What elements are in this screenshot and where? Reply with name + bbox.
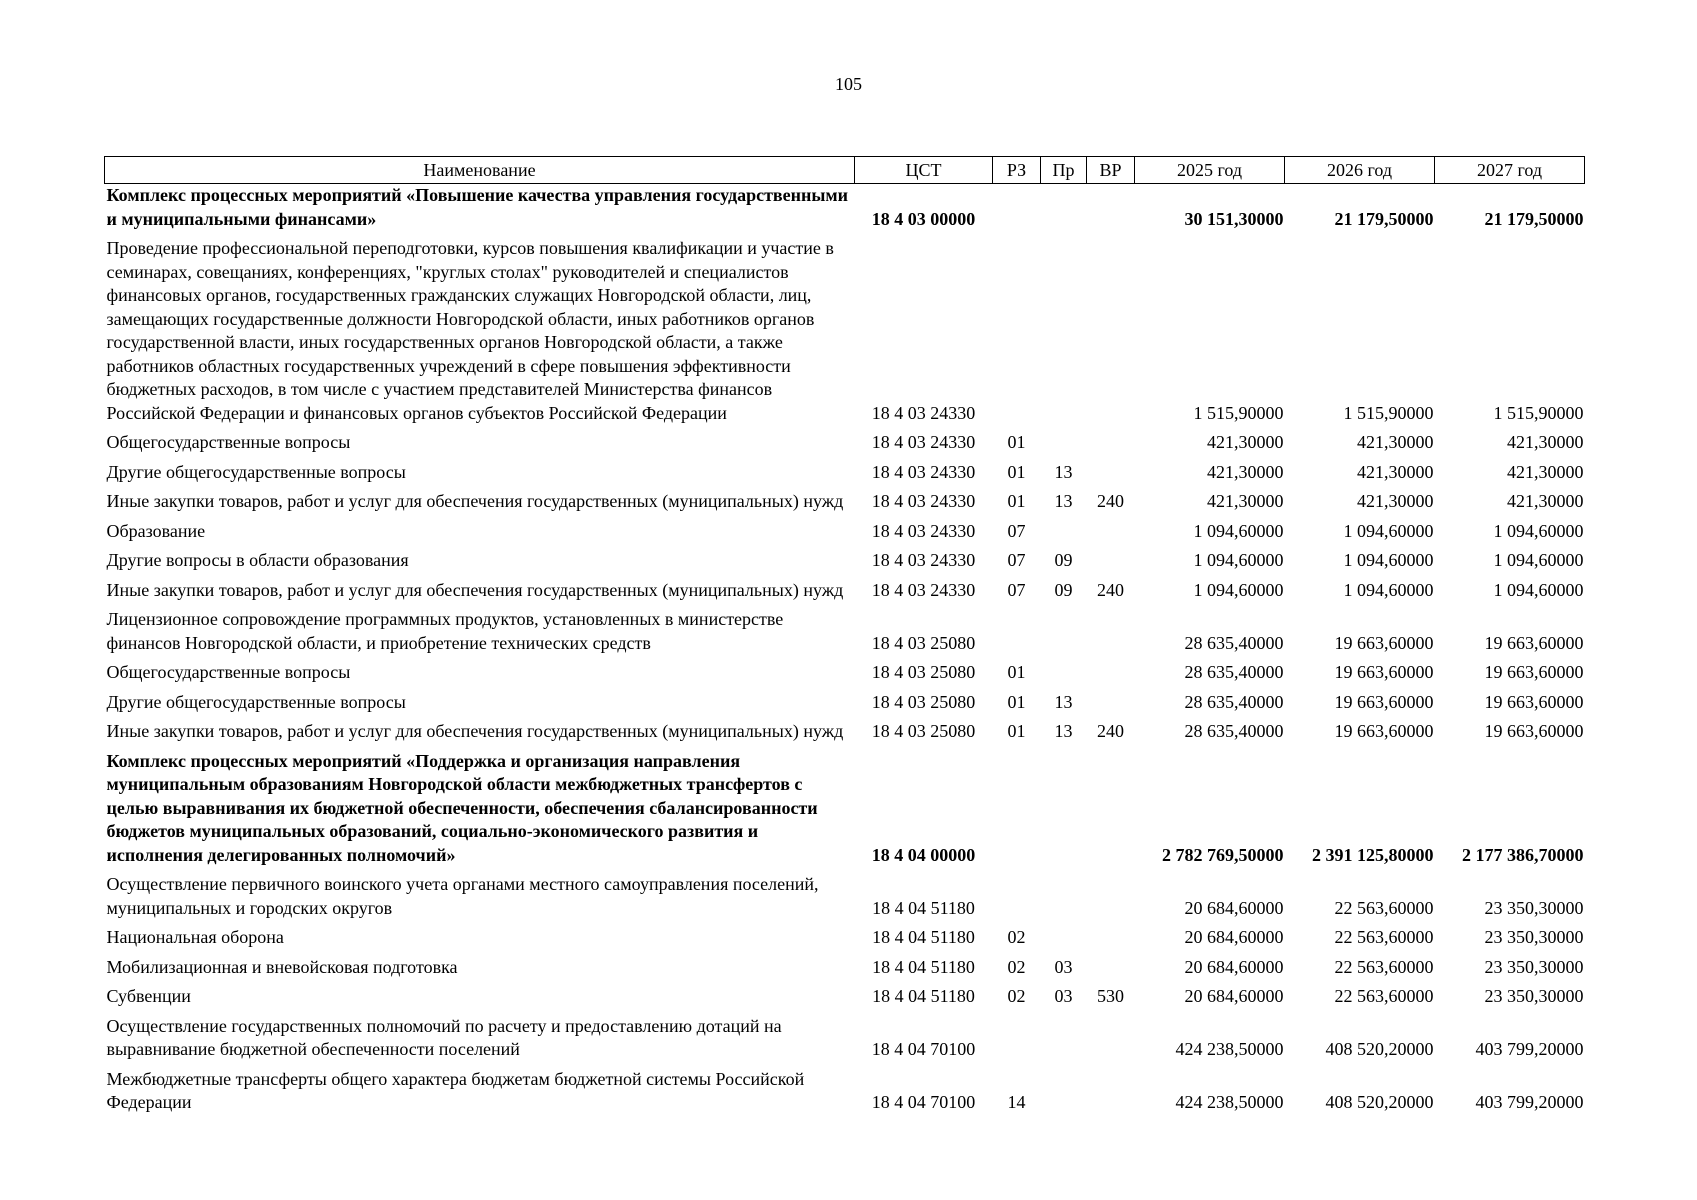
header-rz: РЗ [993, 157, 1041, 184]
cell-rz: 01 [1007, 432, 1026, 452]
cell-vr: 240 [1097, 721, 1124, 741]
cell-2027: 21 179,50000 [1484, 208, 1584, 229]
cell-2025: 421,30000 [1207, 491, 1284, 511]
cell-2026: 19 663,60000 [1334, 632, 1434, 653]
cell-name: Проведение профессиональной переподготовки, курсов повышения квалификации и участие в семинарах, совещаниях, конференциях, "круглых столах" руководителей и специалистов финансовых органов, государственных гражданских служащих Новгородской области, лиц, замещающих государственные должности Новгородской области, иных работников органов государственной власти, иных государственных органов Новгородской области, а также работников областных государственных учреждений в сфере повышения эффективности бюджетных расходов, в том числе с участием представителей Министерства финансов Российской Федерации и финансовых органов субъектов Российской Федерации [106, 238, 834, 423]
cell-cst: 18 4 04 51180 [872, 927, 975, 947]
cell-rz: 01 [1007, 461, 1026, 482]
cell-rz [993, 750, 1041, 874]
cell-cst: 18 4 03 24330 [871, 461, 976, 482]
cell-pr [1041, 750, 1087, 874]
cell-2025: 421,30000 [1207, 432, 1284, 452]
cell-cst: 18 4 04 51180 [872, 897, 975, 918]
cell-name: Национальная оборона [106, 927, 284, 947]
cell-name: Образование [106, 520, 206, 541]
cell-2025: 421,30000 [1207, 461, 1284, 482]
cell-2027: 23 350,30000 [1484, 897, 1584, 918]
cell-2025: 20 684,60000 [1184, 927, 1284, 947]
cell-pr [1041, 926, 1087, 956]
cell-pr [1041, 1068, 1087, 1121]
cell-pr [1041, 1015, 1087, 1068]
cell-vr: 530 [1097, 986, 1124, 1006]
cell-2027: 2 177 386,70000 [1462, 844, 1584, 865]
budget-table [104, 156, 1585, 1121]
cell-2027: 23 350,30000 [1484, 986, 1584, 1006]
cell-2026: 21 179,50000 [1334, 208, 1434, 229]
cell-vr [1087, 750, 1135, 874]
cell-2026: 1 094,60000 [1343, 520, 1434, 541]
table-row [105, 1068, 1585, 1121]
header-pr: Пр [1041, 157, 1087, 184]
cell-2027: 19 663,60000 [1484, 632, 1584, 653]
cell-name: Субвенции [106, 986, 191, 1006]
cell-name: Осуществление государственных полномочий по расчету и предоставлению дотаций на выравнивание бюджетной обеспеченности поселений [106, 1015, 782, 1059]
table-row [105, 926, 1585, 956]
cell-rz: 02 [1007, 956, 1026, 977]
cell-2026: 1 515,90000 [1343, 402, 1434, 423]
cell-vr [1087, 956, 1135, 986]
header-2026: 2026 год [1285, 157, 1435, 184]
cell-2025: 28 635,40000 [1184, 691, 1284, 712]
cell-rz: 14 [1007, 1092, 1026, 1112]
cell-2027: 403 799,20000 [1475, 1092, 1584, 1112]
cell-2026: 2 391 125,80000 [1312, 844, 1434, 865]
header-2027: 2027 год [1435, 157, 1585, 184]
cell-2027: 19 663,60000 [1484, 662, 1584, 682]
cell-cst: 18 4 04 51180 [872, 956, 975, 977]
cell-pr [1041, 431, 1087, 461]
cell-2026: 1 094,60000 [1343, 550, 1434, 570]
cell-cst: 18 4 03 25080 [871, 632, 976, 653]
cell-2027: 1 094,60000 [1493, 520, 1584, 541]
cell-pr [1041, 184, 1087, 238]
table-row [105, 750, 1585, 874]
cell-2027: 19 663,60000 [1484, 691, 1584, 712]
cell-2025: 28 635,40000 [1184, 632, 1284, 653]
cell-pr: 09 [1054, 579, 1073, 600]
cell-2025: 30 151,30000 [1184, 208, 1284, 229]
cell-2026: 421,30000 [1357, 491, 1434, 511]
cell-2027: 19 663,60000 [1484, 721, 1584, 741]
cell-vr [1087, 461, 1135, 491]
header-name: Наименование [105, 157, 855, 184]
cell-cst: 18 4 03 24330 [871, 520, 976, 541]
cell-pr: 03 [1054, 986, 1073, 1006]
cell-2026: 22 563,60000 [1334, 897, 1434, 918]
cell-vr [1087, 1068, 1135, 1121]
cell-name: Общегосударственные вопросы [106, 432, 351, 452]
cell-2026: 408 520,20000 [1325, 1092, 1434, 1112]
cell-vr [1087, 608, 1135, 661]
cell-2026: 1 094,60000 [1343, 579, 1434, 600]
table-row [105, 461, 1585, 491]
cell-rz [993, 184, 1041, 238]
cell-cst: 18 4 03 25080 [871, 662, 976, 682]
table-header-row [105, 157, 1585, 184]
cell-name: Другие общегосударственные вопросы [106, 461, 406, 482]
cell-name: Лицензионное сопровождение программных продуктов, установленных в министерстве финансов Новгородской области, и приобретение технических средств [106, 609, 784, 653]
cell-cst: 18 4 03 25080 [871, 691, 976, 712]
cell-rz [993, 1015, 1041, 1068]
table-row [105, 691, 1585, 721]
budget-table-container [104, 156, 1584, 1121]
cell-cst: 18 4 03 25080 [871, 721, 976, 741]
cell-2027: 23 350,30000 [1484, 927, 1584, 947]
cell-2027: 421,30000 [1507, 432, 1584, 452]
cell-cst: 18 4 03 24330 [871, 550, 976, 570]
table-row [105, 956, 1585, 986]
cell-2025: 424 238,50000 [1175, 1092, 1284, 1112]
table-body [105, 184, 1585, 1121]
cell-pr [1041, 608, 1087, 661]
cell-2025: 28 635,40000 [1184, 721, 1284, 741]
table-row [105, 549, 1585, 579]
cell-2025: 1 094,60000 [1193, 520, 1284, 541]
cell-name: Межбюджетные трансферты общего характера бюджетам бюджетной системы Российской Федерации [106, 1068, 805, 1112]
header-vr: ВР [1087, 157, 1135, 184]
cell-vr [1087, 691, 1135, 721]
cell-2026: 408 520,20000 [1325, 1039, 1434, 1059]
cell-vr [1087, 520, 1135, 550]
cell-2027: 1 094,60000 [1493, 579, 1584, 600]
cell-name: Комплекс процессных мероприятий «Поддержка и организация направления муниципальным образованиям Новгородской области межбюджетных трансфертов с целью выравнивания их бюджетной обеспеченности, обеспечения сбалансированности бюджетов муниципальных образований, социально-экономического развития и исполнения делегированных полномочий» [106, 750, 818, 865]
cell-2025: 1 515,90000 [1193, 402, 1284, 423]
cell-2026: 22 563,60000 [1334, 956, 1434, 977]
table-row [105, 661, 1585, 691]
cell-2027: 421,30000 [1507, 491, 1584, 511]
table-row [105, 520, 1585, 550]
cell-rz: 01 [1007, 662, 1026, 682]
cell-rz: 02 [1007, 927, 1026, 947]
cell-2027: 23 350,30000 [1484, 956, 1584, 977]
cell-name: Иные закупки товаров, работ и услуг для обеспечения государственных (муниципальных) нужд [106, 491, 844, 511]
header-cst: ЦСТ [855, 157, 993, 184]
cell-2025: 424 238,50000 [1175, 1039, 1284, 1059]
cell-pr [1041, 237, 1087, 431]
cell-name: Мобилизационная и вневойсковая подготовка [106, 956, 458, 977]
cell-name: Комплекс процессных мероприятий «Повышение качества управления государственными и муниципальными финансами» [106, 185, 849, 229]
cell-vr [1087, 873, 1135, 926]
cell-name: Другие вопросы в области образования [106, 550, 409, 570]
cell-pr: 13 [1054, 461, 1073, 482]
cell-2026: 22 563,60000 [1334, 927, 1434, 947]
cell-2026: 19 663,60000 [1334, 691, 1434, 712]
cell-pr: 03 [1054, 956, 1073, 977]
cell-cst: 18 4 03 24330 [871, 402, 976, 423]
cell-rz: 07 [1007, 550, 1026, 570]
cell-2027: 421,30000 [1507, 461, 1584, 482]
cell-pr [1041, 661, 1087, 691]
cell-name: Другие общегосударственные вопросы [106, 691, 406, 712]
table-row [105, 720, 1585, 750]
table-row [105, 431, 1585, 461]
header-2025: 2025 год [1135, 157, 1285, 184]
table-row [105, 579, 1585, 609]
cell-vr: 240 [1097, 491, 1124, 511]
cell-cst: 18 4 04 70100 [871, 1039, 976, 1059]
cell-cst: 18 4 03 00000 [871, 208, 976, 229]
cell-name: Общегосударственные вопросы [106, 662, 351, 682]
cell-2026: 421,30000 [1357, 461, 1434, 482]
cell-name: Осуществление первичного воинского учета органами местного самоуправления поселений, муниципальных и городских округов [106, 874, 819, 918]
cell-2025: 1 094,60000 [1193, 579, 1284, 600]
cell-rz: 01 [1007, 491, 1026, 511]
cell-rz: 07 [1007, 579, 1026, 600]
cell-vr: 240 [1097, 579, 1124, 600]
table-row [105, 490, 1585, 520]
cell-2025: 20 684,60000 [1184, 986, 1284, 1006]
cell-name: Иные закупки товаров, работ и услуг для обеспечения государственных (муниципальных) нужд [106, 579, 844, 600]
cell-vr [1087, 926, 1135, 956]
cell-cst: 18 4 03 24330 [871, 579, 976, 600]
cell-2027: 1 094,60000 [1493, 550, 1584, 570]
page-number: 105 [835, 74, 862, 94]
table-row [105, 873, 1585, 926]
cell-vr [1087, 237, 1135, 431]
cell-rz: 02 [1007, 986, 1026, 1006]
cell-rz: 01 [1007, 691, 1026, 712]
table-row [105, 184, 1585, 238]
cell-2025: 20 684,60000 [1184, 897, 1284, 918]
cell-2027: 1 515,90000 [1493, 402, 1584, 423]
cell-rz: 07 [1007, 520, 1026, 541]
cell-2025: 2 782 769,50000 [1162, 844, 1284, 865]
cell-pr: 13 [1054, 691, 1073, 712]
cell-pr [1041, 873, 1087, 926]
cell-rz [993, 873, 1041, 926]
cell-rz [993, 608, 1041, 661]
table-row [105, 1015, 1585, 1068]
table-row [105, 237, 1585, 431]
cell-2026: 19 663,60000 [1334, 721, 1434, 741]
cell-vr [1087, 1015, 1135, 1068]
cell-name: Иные закупки товаров, работ и услуг для обеспечения государственных (муниципальных) нужд [106, 721, 844, 741]
cell-2026: 421,30000 [1357, 432, 1434, 452]
cell-pr: 13 [1054, 491, 1073, 511]
cell-2026: 19 663,60000 [1334, 662, 1434, 682]
cell-2025: 28 635,40000 [1184, 662, 1284, 682]
cell-cst: 18 4 03 24330 [871, 432, 976, 452]
cell-2025: 20 684,60000 [1184, 956, 1284, 977]
cell-pr: 09 [1054, 550, 1073, 570]
cell-2025: 1 094,60000 [1193, 550, 1284, 570]
cell-vr [1087, 431, 1135, 461]
table-row [105, 985, 1585, 1015]
cell-pr [1041, 520, 1087, 550]
table-row [105, 608, 1585, 661]
cell-cst: 18 4 04 70100 [871, 1092, 976, 1112]
cell-vr [1087, 184, 1135, 238]
cell-2027: 403 799,20000 [1475, 1039, 1584, 1059]
cell-cst: 18 4 04 00000 [871, 844, 976, 865]
cell-2026: 22 563,60000 [1334, 986, 1434, 1006]
cell-cst: 18 4 04 51180 [872, 986, 975, 1006]
cell-vr [1087, 549, 1135, 579]
cell-rz: 01 [1007, 721, 1026, 741]
cell-pr: 13 [1054, 721, 1073, 741]
cell-cst: 18 4 03 24330 [871, 491, 976, 511]
cell-vr [1087, 661, 1135, 691]
cell-rz [993, 237, 1041, 431]
